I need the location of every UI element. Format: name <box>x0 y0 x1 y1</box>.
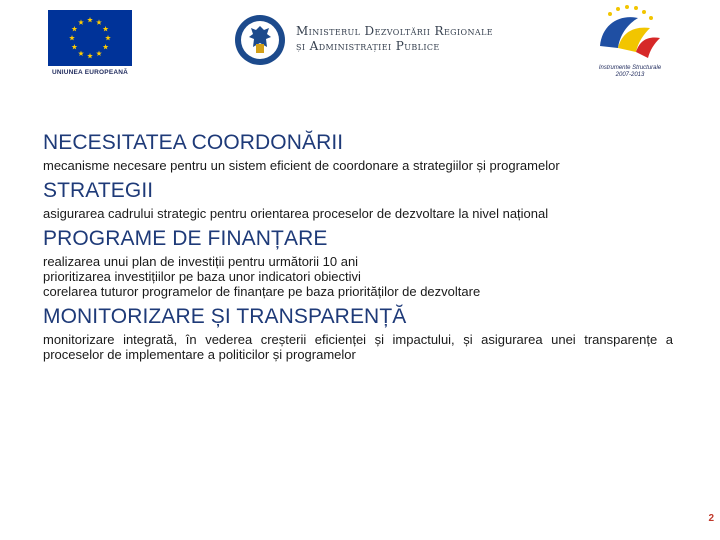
section-line: monitorizare integrată, în vederea creșterii eficienței și impactului, și asigurarea unei transparențe a proceselor de implementare a politicilor și programelor <box>43 332 673 362</box>
section-text <box>43 206 673 221</box>
section-text <box>43 158 673 173</box>
section-strategies <box>43 178 673 221</box>
government-seal-icon <box>234 14 286 66</box>
ministry-logo <box>234 14 504 74</box>
section-line: prioritizarea investițiilor pe baza unor indicatori obiectivi <box>43 269 361 284</box>
si-caption-line-1: Instrumente Structurale <box>598 65 662 71</box>
eu-logo <box>48 10 132 80</box>
section-line: realizarea unui plan de investiții pentru următorii 10 ani <box>43 254 359 269</box>
section-line: corelarea tuturor programelor de finanțare pe baza priorităților de dezvoltare <box>43 284 481 299</box>
logo-bar <box>0 0 720 95</box>
ministry-name-line-2: și Administrației Publice <box>296 39 440 53</box>
ministry-name-line-1: Ministerul Dezvoltării Regionale <box>296 24 494 38</box>
section-coordination <box>43 130 673 173</box>
section-heading: MONITORIZARE ȘI TRANSPARENȚĂ <box>43 305 407 328</box>
section-monitoring-transparency <box>43 304 673 362</box>
section-heading: PROGRAME DE FINANȚARE <box>43 227 328 250</box>
section-text <box>43 254 673 299</box>
section-text <box>43 332 673 362</box>
slide-content <box>43 130 673 367</box>
ministry-name <box>296 24 493 54</box>
structural-instruments-icon <box>590 2 666 64</box>
section-heading: STRATEGII <box>43 179 154 202</box>
section-heading: NECESITATEA COORDONĂRII <box>43 131 344 154</box>
page-number: 2 <box>708 513 714 524</box>
eu-flag-icon <box>48 10 132 66</box>
section-line: asigurarea cadrului strategic pentru orientarea proceselor de dezvoltare la nivel național <box>43 206 549 221</box>
structural-instruments-logo <box>580 2 680 84</box>
section-line: mecanisme necesare pentru un sistem eficient de coordonare a strategiilor și programelor <box>43 158 560 173</box>
structural-instruments-caption <box>580 65 680 79</box>
eu-caption: UNIUNEA EUROPEANĂ <box>51 69 129 76</box>
section-funding-programs <box>43 226 673 299</box>
si-caption-line-2: 2007-2013 <box>615 72 645 78</box>
